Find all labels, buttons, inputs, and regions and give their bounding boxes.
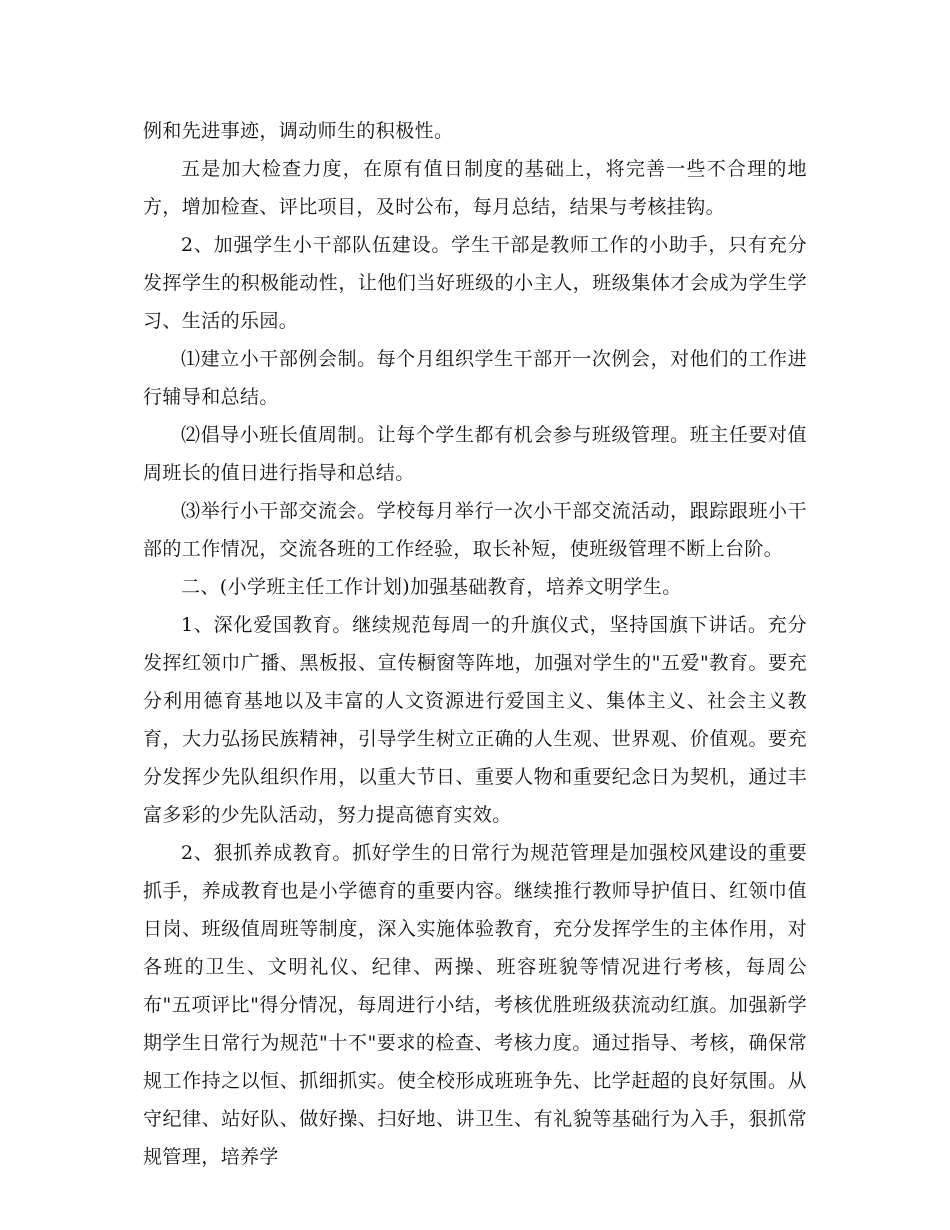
- paragraph-5: ⑵倡导小班长值周制。让每个学生都有机会参与班级管理。班主任要对值周班长的值日进行指导和总结。: [143, 424, 807, 484]
- paragraph-1: 例和先进事迹，调动师生的积极性。: [143, 120, 454, 142]
- paragraph-2: 五是加大检查力度，在原有值日制度的基础上，将完善一些不合理的地方，增加检查、评比项目，及时公布，每月总结，结果与考核挂钩。: [143, 158, 807, 218]
- paragraph-6: ⑶举行小干部交流会。学校每月举行一次小干部交流活动，跟踪跟班小干部的工作情况，交流各班的工作经验，取长补短，使班级管理不断上台阶。: [143, 500, 807, 560]
- paragraph-7: 二、(小学班主任工作计划)加强基础教育，培养文明学生。: [181, 576, 682, 598]
- document-body: [143, 112, 807, 1176]
- paragraph-3: 2、加强学生小干部队伍建设。学生干部是教师工作的小助手，只有充分发挥学生的积极能动性，让他们当好班级的小主人，班级集体才会成为学生学习、生活的乐园。: [143, 234, 807, 332]
- paragraph-8: 1、深化爱国教育。继续规范每周一的升旗仪式，坚持国旗下讲话。充分发挥红领巾广播、黑板报、宣传橱窗等阵地，加强对学生的"五爱"教育。要充分利用德育基地以及丰富的人文资源进行爱国主义、集体主义、社会主义教育，大力弘扬民族精神，引导学生树立正确的人生观、世界观、价值观。要充分发挥少先队组织作用，以重大节日、重要人物和重要纪念日为契机，通过丰富多彩的少先队活动，努力提高德育实效。: [143, 614, 807, 826]
- paragraph-4: ⑴建立小干部例会制。每个月组织学生干部开一次例会，对他们的工作进行辅导和总结。: [143, 348, 807, 408]
- paragraph-9: 2、狠抓养成教育。抓好学生的日常行为规范管理是加强校风建设的重要抓手，养成教育也是小学德育的重要内容。继续推行教师导护值日、红领巾值日岗、班级值周班等制度，深入实施体验教育，充分发挥学生的主体作用，对各班的卫生、文明礼仪、纪律、两操、班容班貌等情况进行考核，每周公布"五项评比"得分情况，每周进行小结，考核优胜班级获流动红旗。加强新学期学生日常行为规范"十不"要求的检查、考核力度。通过指导、考核，确保常规工作持之以恒、抓细抓实。使全校形成班班争先、比学赶超的良好氛围。从守纪律、站好队、做好操、扫好地、讲卫生、有礼貌等基础行为入手，狠抓常规管理，培养学: [143, 842, 807, 1168]
